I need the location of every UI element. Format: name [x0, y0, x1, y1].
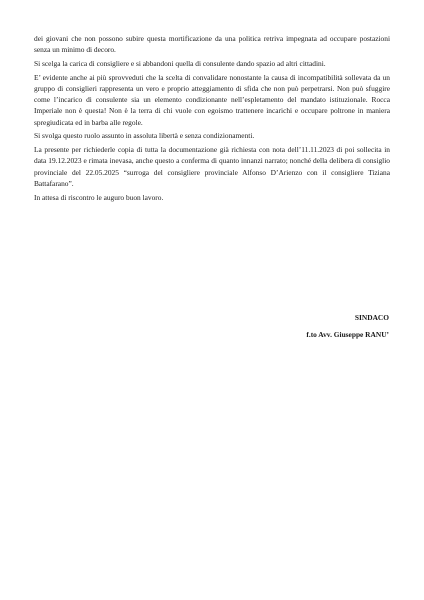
signature-title: SINDACO: [354, 313, 389, 322]
signature-block: [306, 312, 389, 346]
paragraph-6: In attesa di riscontro le auguro buon lavoro.: [34, 192, 164, 202]
paragraph-2: Si scelga la carica di consigliere e si abbandoni quella di consulente dando spazio ad altri cittadini.: [34, 59, 326, 68]
paragraph-5: La presente per richiederle copia di tutta la documentazione già richiesta con nota dell’11.11.2023 di poi sollecita in data 19.12.2023 e rimata inevasa, anche questo a conferma di quanto innanzi narrato; nonché della delibera di consiglio provinciale del 22.05.2025 “surroga del consigliere provinciale Alfonso D’Arienzo con il consigliere Tiziana Battafarano”.: [34, 145, 390, 188]
paragraph-4: Si svolga questo ruolo assunto in assoluta libertà e senza condizionamenti.: [34, 131, 255, 141]
signature-name: f.to Avv. Giuseppe RANU’: [306, 330, 389, 340]
paragraph-1: dei giovani che non possono subire questa mortificazione da una politica retriva impegnata ad occupare postazioni senza un minimo di decoro.: [34, 34, 390, 55]
letter-body: [34, 33, 390, 205]
paragraph-3: E’ evidente anche ai più sprovveduti che la scelta di convalidare nonostante la causa di incompatibilità sollevata da un gruppo di consiglieri rappresenta un vero e proprio atteggiamento di sfida che non può perpetrarsi. Non può sfuggire come l’incarico di consulente sia un elemento condizionante nell’espletamento del mandato istituzionale. Rocca Imperiale non è questa! Non è la terra di chi vuole con egoismo trattenere incarichi e occupare poltrone in maniera spregiudicata ed in barba alle regole.: [34, 72, 390, 127]
